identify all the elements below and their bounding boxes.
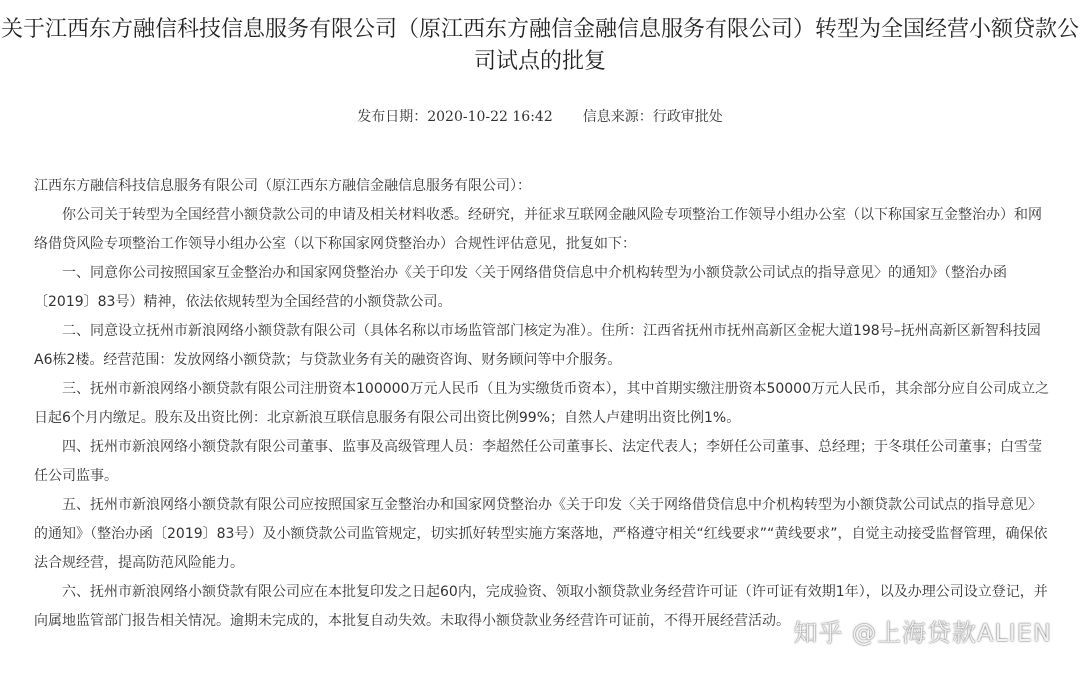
document-title: [0, 14, 1080, 78]
publish-date-label: 发布日期：: [357, 109, 428, 125]
document-body: [34, 172, 1054, 636]
item-1: 一、同意你公司按照国家互金整治办和国家网贷整治办《关于印发〈关于网络借贷信息中介机构转型为小额贷款公司试点的指导意见〉的通知》（整治办函〔2019〕83号）精神，依法依规转型为全国经营的小额贷款公司。: [34, 265, 1007, 310]
salutation: 江西东方融信科技信息服务有限公司（原江西东方融信金融信息服务有限公司）：: [34, 178, 531, 194]
item-4: 四、抚州市新浪网络小额贷款有限公司董事、监事及高级管理人员：李超然任公司董事长、法定代表人；李妍任公司董事、总经理；于冬琪任公司董事；白雪莹任公司监事。: [34, 439, 1042, 484]
item-6: 六、抚州市新浪网络小额贷款有限公司应在本批复印发之日起60内，完成验资、领取小额贷款业务经营许可证（许可证有效期1年），以及办理公司设立登记，并向属地监管部门报告相关情况。逾期未完成的，本批复自动失效。未取得小额贷款业务经营许可证前，不得开展经营活动。: [34, 584, 1048, 629]
item-3: 三、抚州市新浪网络小额贷款有限公司注册资本100000万元人民币（且为实缴货币资本），其中首期实缴注册资本50000万元人民币，其余部分应自公司成立之日起6个月内缴足。股东及出资比例：北京新浪互联信息服务有限公司出资比例99%；自然人卢建明出资比例1%。: [34, 381, 1049, 426]
intro-paragraph: 你公司关于转型为全国经营小额贷款公司的申请及相关材料收悉。经研究，并征求互联网金融风险专项整治工作领导小组办公室（以下称国家互金整治办）和网络借贷风险专项整治工作领导小组办公室（以下称国家网贷整治办）合规性评估意见，批复如下：: [34, 207, 1042, 252]
item-2: 二、同意设立抚州市新浪网络小额贷款有限公司（具体名称以市场监管部门核定为准）。住所：江西省抚州市抚州高新区金柅大道198号–抚州高新区新智科技园A6栋2楼。经营范围：发放网络小额贷款；与贷款业务有关的融资咨询、财务顾问等中介服务。: [34, 323, 1041, 368]
publish-date: 2020-10-22 16:42: [427, 109, 553, 125]
source-label: 信息来源：: [582, 109, 653, 125]
title-line-2: 司试点的批复: [473, 49, 606, 74]
source: 行政审批处: [652, 109, 723, 125]
zhihu-watermark: 知乎 @上海贷款ALIEN: [793, 619, 1052, 647]
item-5: 五、抚州市新浪网络小额贷款有限公司应按照国家互金整治办和国家网贷整治办《关于印发〈关于网络借贷信息中介机构转型为小额贷款公司试点的指导意见〉的通知》（整治办函〔2019〕83号）及小额贷款公司监管规定，切实抓好转型实施方案落地，严格遵守相关“红线要求”“黄线要求”，自觉主动接受监督管理，确保依法合规经营，提高防范风险能力。: [34, 497, 1048, 571]
document-meta: [0, 106, 1080, 128]
title-line-1: 关于江西东方融信科技信息服务有限公司（原江西东方融信金融信息服务有限公司）转型为全国经营小额贷款公: [0, 17, 1079, 42]
